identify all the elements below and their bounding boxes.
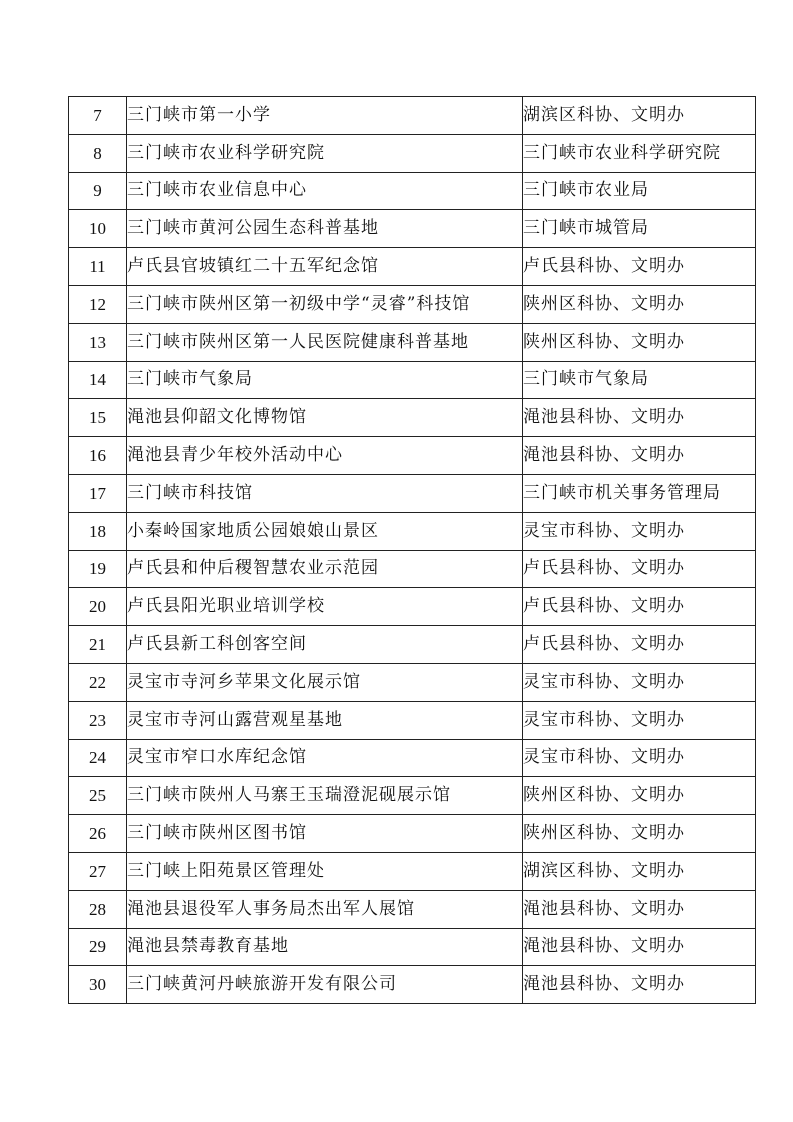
table-row bbox=[69, 626, 756, 664]
table-row bbox=[69, 134, 756, 172]
base-name-cell: 三门峡市第一小学 bbox=[127, 97, 523, 135]
table-row bbox=[69, 323, 756, 361]
base-name-cell: 卢氏县新工科创客空间 bbox=[127, 626, 523, 664]
base-name-cell: 灵宝市寺河乡苹果文化展示馆 bbox=[127, 663, 523, 701]
table-row bbox=[69, 399, 756, 437]
row-number-cell: 25 bbox=[69, 777, 127, 815]
table-row bbox=[69, 210, 756, 248]
table-body bbox=[69, 97, 756, 1004]
row-number-cell: 7 bbox=[69, 97, 127, 135]
base-name-cell: 卢氏县官坡镇红二十五军纪念馆 bbox=[127, 248, 523, 286]
row-number-cell: 10 bbox=[69, 210, 127, 248]
table-row bbox=[69, 701, 756, 739]
row-number-cell: 30 bbox=[69, 966, 127, 1004]
row-number-cell: 28 bbox=[69, 890, 127, 928]
base-name-cell: 渑池县禁毒教育基地 bbox=[127, 928, 523, 966]
recommending-unit-cell: 渑池县科协、文明办 bbox=[523, 890, 756, 928]
base-name-cell: 三门峡上阳苑景区管理处 bbox=[127, 852, 523, 890]
base-name-cell: 三门峡市农业信息中心 bbox=[127, 172, 523, 210]
table-row bbox=[69, 852, 756, 890]
recommending-unit-cell: 卢氏县科协、文明办 bbox=[523, 550, 756, 588]
table-row bbox=[69, 815, 756, 853]
table-row bbox=[69, 739, 756, 777]
recommending-unit-cell: 渑池县科协、文明办 bbox=[523, 437, 756, 475]
row-number-cell: 8 bbox=[69, 134, 127, 172]
base-name-cell: 渑池县青少年校外活动中心 bbox=[127, 437, 523, 475]
recommending-unit-cell: 三门峡市机关事务管理局 bbox=[523, 474, 756, 512]
base-name-cell: 三门峡市陕州区图书馆 bbox=[127, 815, 523, 853]
table-row bbox=[69, 361, 756, 399]
recommending-unit-cell: 卢氏县科协、文明办 bbox=[523, 588, 756, 626]
base-name-cell: 渑池县仰韶文化博物馆 bbox=[127, 399, 523, 437]
row-number-cell: 21 bbox=[69, 626, 127, 664]
row-number-cell: 17 bbox=[69, 474, 127, 512]
table-row bbox=[69, 172, 756, 210]
base-name-cell: 三门峡市科技馆 bbox=[127, 474, 523, 512]
recommending-unit-cell: 卢氏县科协、文明办 bbox=[523, 626, 756, 664]
row-number-cell: 29 bbox=[69, 928, 127, 966]
table-row bbox=[69, 97, 756, 135]
recommending-unit-cell: 陕州区科协、文明办 bbox=[523, 285, 756, 323]
recommending-unit-cell: 渑池县科协、文明办 bbox=[523, 399, 756, 437]
table-row bbox=[69, 890, 756, 928]
recommending-unit-cell: 灵宝市科协、文明办 bbox=[523, 663, 756, 701]
recommending-unit-cell: 渑池县科协、文明办 bbox=[523, 928, 756, 966]
table-row bbox=[69, 437, 756, 475]
table-row bbox=[69, 248, 756, 286]
row-number-cell: 22 bbox=[69, 663, 127, 701]
recommending-unit-cell: 三门峡市农业局 bbox=[523, 172, 756, 210]
row-number-cell: 9 bbox=[69, 172, 127, 210]
base-name-cell: 小秦岭国家地质公园娘娘山景区 bbox=[127, 512, 523, 550]
row-number-cell: 14 bbox=[69, 361, 127, 399]
recommending-unit-cell: 三门峡市气象局 bbox=[523, 361, 756, 399]
recommending-unit-cell: 灵宝市科协、文明办 bbox=[523, 701, 756, 739]
base-name-cell: 三门峡市黄河公园生态科普基地 bbox=[127, 210, 523, 248]
row-number-cell: 15 bbox=[69, 399, 127, 437]
base-name-cell: 卢氏县阳光职业培训学校 bbox=[127, 588, 523, 626]
row-number-cell: 18 bbox=[69, 512, 127, 550]
row-number-cell: 24 bbox=[69, 739, 127, 777]
row-number-cell: 19 bbox=[69, 550, 127, 588]
row-number-cell: 26 bbox=[69, 815, 127, 853]
base-name-cell: 灵宝市窄口水库纪念馆 bbox=[127, 739, 523, 777]
row-number-cell: 12 bbox=[69, 285, 127, 323]
row-number-cell: 27 bbox=[69, 852, 127, 890]
recommending-unit-cell: 灵宝市科协、文明办 bbox=[523, 739, 756, 777]
table-row bbox=[69, 285, 756, 323]
table-row bbox=[69, 928, 756, 966]
recommending-unit-cell: 渑池县科协、文明办 bbox=[523, 966, 756, 1004]
row-number-cell: 13 bbox=[69, 323, 127, 361]
recommending-unit-cell: 湖滨区科协、文明办 bbox=[523, 852, 756, 890]
recommending-unit-cell: 卢氏县科协、文明办 bbox=[523, 248, 756, 286]
base-name-cell: 三门峡黄河丹峡旅游开发有限公司 bbox=[127, 966, 523, 1004]
recommending-unit-cell: 陕州区科协、文明办 bbox=[523, 323, 756, 361]
base-name-cell: 三门峡市陕州区第一人民医院健康科普基地 bbox=[127, 323, 523, 361]
base-name-cell: 三门峡市陕州人马寨王玉瑞澄泥砚展示馆 bbox=[127, 777, 523, 815]
base-name-cell: 灵宝市寺河山露营观星基地 bbox=[127, 701, 523, 739]
recommending-unit-cell: 灵宝市科协、文明办 bbox=[523, 512, 756, 550]
table-row bbox=[69, 512, 756, 550]
row-number-cell: 16 bbox=[69, 437, 127, 475]
recommending-unit-cell: 湖滨区科协、文明办 bbox=[523, 97, 756, 135]
recommending-unit-cell: 陕州区科协、文明办 bbox=[523, 777, 756, 815]
base-name-cell: 三门峡市农业科学研究院 bbox=[127, 134, 523, 172]
base-name-cell: 三门峡市陕州区第一初级中学“灵睿”科技馆 bbox=[127, 285, 523, 323]
table-row bbox=[69, 663, 756, 701]
table-row bbox=[69, 777, 756, 815]
table-row bbox=[69, 966, 756, 1004]
base-name-cell: 卢氏县和仲后稷智慧农业示范园 bbox=[127, 550, 523, 588]
table-row bbox=[69, 550, 756, 588]
recommending-unit-cell: 三门峡市农业科学研究院 bbox=[523, 134, 756, 172]
recommending-unit-cell: 三门峡市城管局 bbox=[523, 210, 756, 248]
base-name-cell: 渑池县退役军人事务局杰出军人展馆 bbox=[127, 890, 523, 928]
row-number-cell: 23 bbox=[69, 701, 127, 739]
recommending-unit-cell: 陕州区科协、文明办 bbox=[523, 815, 756, 853]
row-number-cell: 20 bbox=[69, 588, 127, 626]
table-row bbox=[69, 588, 756, 626]
table-row bbox=[69, 474, 756, 512]
row-number-cell: 11 bbox=[69, 248, 127, 286]
base-name-cell: 三门峡市气象局 bbox=[127, 361, 523, 399]
base-list-table bbox=[68, 96, 756, 1004]
